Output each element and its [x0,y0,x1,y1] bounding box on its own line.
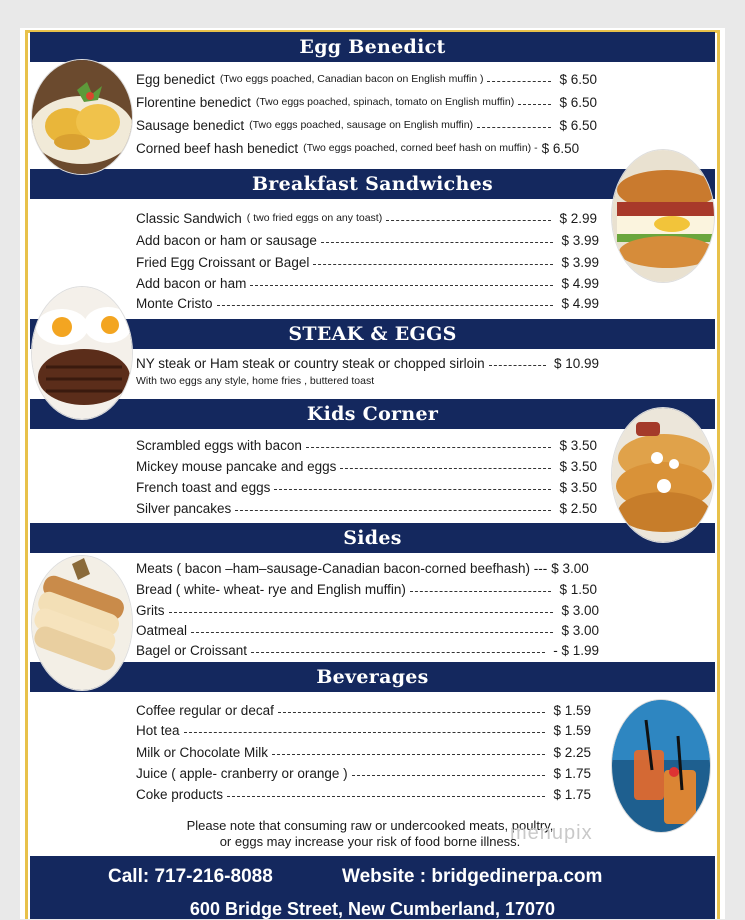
leader-dots [352,767,546,776]
menu-item [136,477,597,497]
item-name: Bagel or Croissant [136,642,248,658]
item-name: Coke products [136,786,224,802]
menu-item [136,92,597,112]
leader-dots [321,234,554,243]
item-price: $ 1.59 [553,722,591,738]
section-title-kids-corner: Kids Corner [30,399,715,429]
section-title-steak-eggs: STEAK & EGGS [30,319,715,349]
item-name: Corned beef hash benedict [136,140,299,156]
item-price: $ 3.00 [561,602,599,618]
menu-item [136,293,599,313]
menu-item [136,69,597,89]
menu-item [136,700,591,720]
menu-item [136,784,591,804]
menu-item [136,252,599,272]
item-price: $ 3.50 [559,479,597,495]
leader-dots [191,624,553,633]
item-price: $ 6.50 [559,117,597,133]
item-name: Sausage benedict [136,117,245,133]
leader-dots [487,73,551,82]
footer [30,856,715,919]
section-title-sides: Sides [30,523,715,553]
item-name: French toast and eggs [136,479,271,495]
item-name: NY steak or Ham steak or country steak or chopped sirloin [136,355,485,371]
item-price: $ 10.99 [553,355,599,371]
menu-item [136,230,599,250]
item-price: $ 1.59 [553,702,591,718]
leader-dots [278,704,546,713]
leader-dots [251,644,545,653]
leader-dots [274,481,551,490]
item-name: Bread ( white- wheat- rye and English muffin) [136,581,406,597]
leader-dots [217,297,554,306]
item-desc: (Two eggs poached, Canadian bacon on English muffin ) [219,73,484,85]
leader-dots [340,460,551,469]
website-link[interactable]: Website : bridgedinerpa.com [342,866,603,887]
item-name: Oatmeal [136,622,188,638]
pancakes-photo [612,408,714,542]
menu-item [136,742,591,762]
item-name: Fried Egg Croissant or Bagel [136,254,310,270]
menu-item [136,273,599,293]
egg-benedict-photo [32,60,132,174]
steak-eggs-photo [32,287,132,419]
leader-dots [235,502,551,511]
leader-dots [227,788,545,797]
section-title-breakfast-sandwiches: Breakfast Sandwiches [30,169,715,199]
menu-item [136,763,591,783]
item-price: $ 3.00 [561,622,599,638]
item-name: Egg benedict [136,71,215,87]
menu-item [136,498,597,518]
health-notice-line-2: or eggs may increase your risk of food borne illness. [219,834,521,849]
item-price: $ 1.75 [553,765,591,781]
menu-item [136,558,599,578]
menu-item [136,456,597,476]
item-price: $ 2.25 [553,744,591,760]
item-price: $ 2.99 [559,210,597,226]
item-price: $ 3.50 [559,458,597,474]
item-price: $ 3.99 [561,232,599,248]
item-name: Classic Sandwich [136,210,242,226]
item-name: Add bacon or ham [136,275,247,291]
item-name: Coffee regular or decaf [136,702,274,718]
item-name: Silver pancakes [136,500,232,516]
item-price: $ 3.00 [551,560,589,576]
item-price: $ 6.50 [559,71,597,87]
bread-photo [32,556,132,690]
item-desc: (Two eggs poached, corned beef hash on muffin) - [303,142,538,154]
menu-item [136,620,599,640]
leader-dots [272,746,545,755]
menu-item [136,640,599,660]
item-desc: ( two fried eggs on any toast) [246,212,383,224]
leader-dots [489,357,546,366]
menu-item [136,115,597,135]
item-price: $ 6.50 [559,94,597,110]
item-name: Grits [136,602,165,618]
item-price: - $ 1.99 [553,642,599,658]
leader-dots [518,96,551,105]
item-price: $ 3.99 [561,254,599,270]
menu-item [136,353,599,373]
menu-item [136,579,597,599]
leader-dots [169,604,554,613]
item-name: Meats ( bacon –ham–sausage-Canadian bacon-corned beefhash) --- [136,560,548,576]
leader-dots [184,724,546,733]
item-name: Scrambled eggs with bacon [136,437,302,453]
item-name: Mickey mouse pancake and eggs [136,458,337,474]
beverage-photo [612,700,710,832]
leader-dots [313,256,553,265]
item-price: $ 4.99 [561,275,599,291]
item-name: Monte Cristo [136,295,213,311]
phone-number[interactable]: Call: 717-216-8088 [108,866,273,887]
address: 600 Bridge Street, New Cumberland, 17070 [189,899,556,919]
watermark: menupix [510,822,593,844]
item-price: $ 2.50 [559,500,597,516]
leader-dots [306,439,552,448]
menu-item [136,720,591,740]
item-price: $ 1.50 [559,581,597,597]
item-price: $ 3.50 [559,437,597,453]
item-name: Florentine benedict [136,94,251,110]
section-title-beverages: Beverages [30,662,715,692]
item-name: Hot tea [136,722,180,738]
item-name: Milk or Chocolate Milk [136,744,269,760]
section-title-egg-benedict: Egg Benedict [30,32,715,62]
menu-item [136,208,597,228]
item-price: $ 6.50 [541,140,580,156]
health-notice-line-1: Please note that consuming raw or undercooked meats, poultry, [186,818,554,833]
item-price: $ 4.99 [561,295,599,311]
item-note: With two eggs any style, home fries , buttered toast [136,375,375,387]
leader-dots [386,212,551,221]
leader-dots [477,119,551,128]
menu-item [136,138,597,158]
leader-dots [410,583,552,592]
item-name: Juice ( apple- cranberry or orange ) [136,765,348,781]
menu-item [136,600,599,620]
item-desc: (Two eggs poached, sausage on English muffin) [249,119,474,131]
item-name: Add bacon or ham or sausage [136,232,317,248]
item-desc: (Two eggs poached, spinach, tomato on English muffin) [255,96,515,108]
leader-dots [250,277,553,286]
item-price: $ 1.75 [553,786,591,802]
breakfast-sandwich-photo [612,150,714,282]
menu-item [136,435,597,455]
